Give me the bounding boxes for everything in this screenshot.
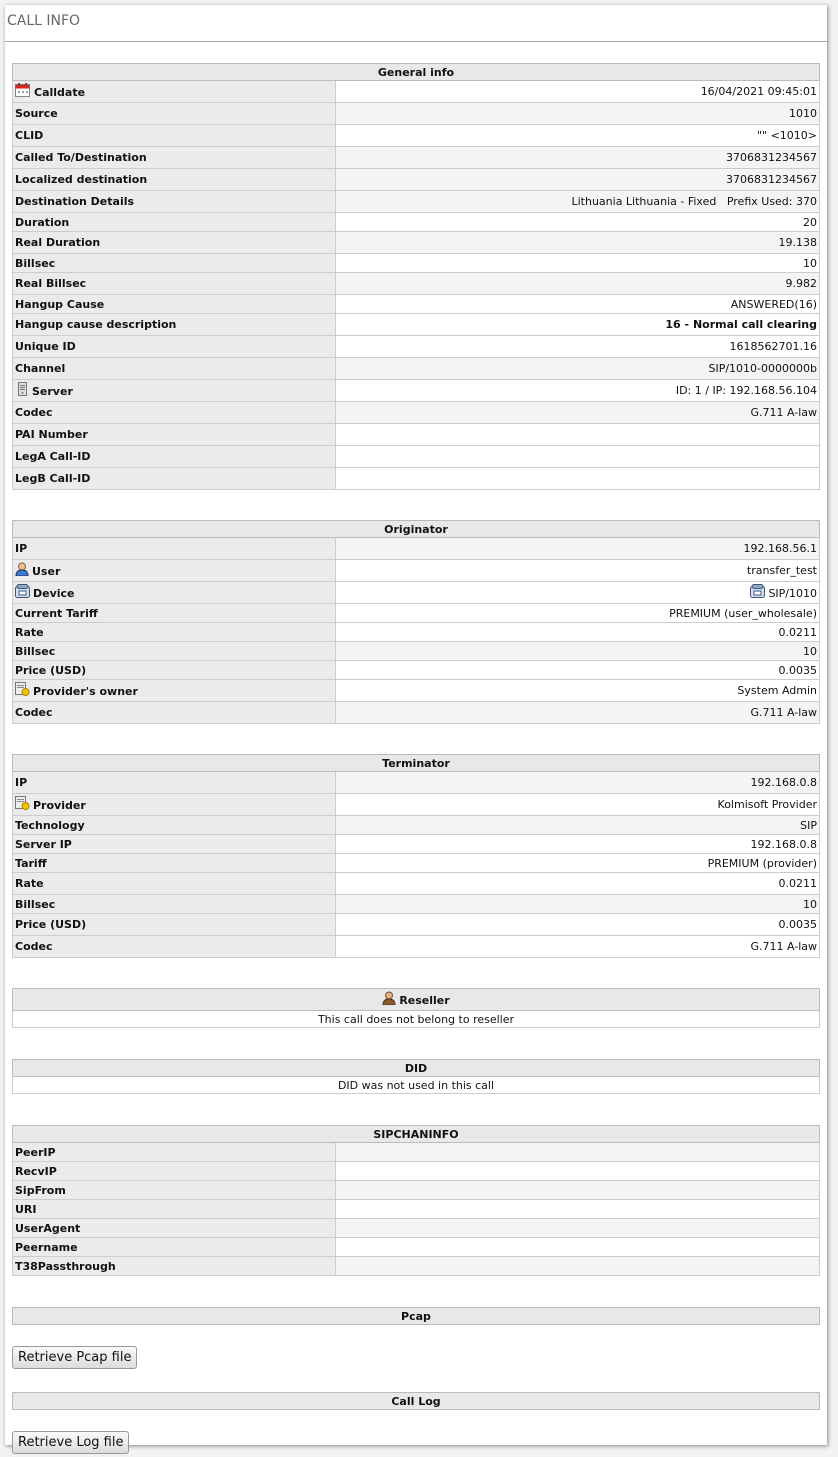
row-label: Real Billsec bbox=[13, 273, 336, 295]
row-label: Codec bbox=[13, 702, 336, 724]
row-label: Called To/Destination bbox=[13, 147, 336, 169]
sipfrom-value bbox=[336, 1181, 820, 1200]
billsec-value: 10 bbox=[336, 895, 820, 914]
row-label: Billsec bbox=[13, 254, 336, 273]
sipchaninfo-table bbox=[12, 1125, 820, 1276]
technology-value: SIP bbox=[336, 816, 820, 835]
row-label: Codec bbox=[13, 936, 336, 958]
originator-header: Originator bbox=[13, 521, 820, 538]
called-to-value: 3706831234567 bbox=[336, 147, 820, 169]
peername-value bbox=[336, 1238, 820, 1257]
useragent-value bbox=[336, 1219, 820, 1238]
codec-value: G.711 A-law bbox=[336, 402, 820, 424]
clid-value: "" <1010> bbox=[336, 125, 820, 147]
legb-callid-value bbox=[336, 468, 820, 490]
row-label: Real Duration bbox=[13, 232, 336, 254]
did-table bbox=[12, 1059, 820, 1094]
row-label: Provider's owner bbox=[13, 680, 336, 702]
peerip-value bbox=[336, 1143, 820, 1162]
terminator-ip-value: 192.168.0.8 bbox=[336, 772, 820, 794]
row-label: SipFrom bbox=[13, 1181, 336, 1200]
row-label: CLID bbox=[13, 125, 336, 147]
row-label: Server bbox=[13, 380, 336, 402]
row-label: RecvIP bbox=[13, 1162, 336, 1181]
call-log-header: Call Log bbox=[13, 1393, 820, 1410]
duration-value: 20 bbox=[336, 213, 820, 232]
general-info-table bbox=[12, 63, 820, 490]
row-label: T38Passthrough bbox=[13, 1257, 336, 1276]
row-label: Billsec bbox=[13, 642, 336, 661]
row-label: Hangup cause description bbox=[13, 314, 336, 336]
sipchaninfo-header: SIPCHANINFO bbox=[13, 1126, 820, 1143]
row-label: LegB Call-ID bbox=[13, 468, 336, 490]
price-value: 0.0035 bbox=[336, 661, 820, 680]
lega-callid-value bbox=[336, 446, 820, 468]
originator-ip-value: 192.168.56.1 bbox=[336, 538, 820, 560]
reseller-message: This call does not belong to reseller bbox=[13, 1011, 820, 1028]
row-label: Channel bbox=[13, 358, 336, 380]
row-label: PeerIP bbox=[13, 1143, 336, 1162]
provider-icon bbox=[15, 682, 30, 699]
hangup-cause-value: ANSWERED(16) bbox=[336, 295, 820, 314]
row-label: LegA Call-ID bbox=[13, 446, 336, 468]
row-label: User bbox=[13, 560, 336, 582]
row-label: Codec bbox=[13, 402, 336, 424]
calendar-icon bbox=[15, 83, 31, 100]
billsec-value: 10 bbox=[336, 642, 820, 661]
row-label: Technology bbox=[13, 816, 336, 835]
originator-table bbox=[12, 520, 820, 724]
row-label: UserAgent bbox=[13, 1219, 336, 1238]
reseller-header: Reseller bbox=[13, 989, 820, 1011]
rate-value: 0.0211 bbox=[336, 623, 820, 642]
row-label: IP bbox=[13, 538, 336, 560]
row-label: Unique ID bbox=[13, 336, 336, 358]
reseller-icon bbox=[382, 991, 396, 1008]
pai-number-value bbox=[336, 424, 820, 446]
destination-details-value: Lithuania Lithuania - Fixed Prefix Used: 370 bbox=[336, 191, 820, 213]
tariff-value: PREMIUM (provider) bbox=[336, 854, 820, 873]
codec-value: G.711 A-law bbox=[336, 936, 820, 958]
row-label: IP bbox=[13, 772, 336, 794]
row-label: Tariff bbox=[13, 854, 336, 873]
codec-value: G.711 A-law bbox=[336, 702, 820, 724]
localized-destination-value: 3706831234567 bbox=[336, 169, 820, 191]
general-info-header: General info bbox=[13, 64, 820, 81]
row-label: Calldate bbox=[13, 81, 336, 103]
terminator-table bbox=[12, 754, 820, 958]
row-label: Source bbox=[13, 103, 336, 125]
did-message: DID was not used in this call bbox=[13, 1077, 820, 1094]
recvip-value bbox=[336, 1162, 820, 1181]
row-label: Destination Details bbox=[13, 191, 336, 213]
provider-icon bbox=[15, 796, 30, 813]
calldate-value: 16/04/2021 09:45:01 bbox=[336, 81, 820, 103]
hangup-description-value: 16 - Normal call clearing bbox=[336, 314, 820, 336]
pcap-table bbox=[12, 1307, 820, 1325]
current-tariff-value: PREMIUM (user_wholesale) bbox=[336, 604, 820, 623]
call-log-table bbox=[12, 1392, 820, 1410]
user-value[interactable]: transfer_test bbox=[336, 560, 820, 582]
row-label: Rate bbox=[13, 623, 336, 642]
row-label: Billsec bbox=[13, 895, 336, 914]
row-label: Rate bbox=[13, 873, 336, 895]
call-info-page bbox=[5, 5, 827, 1450]
billsec-value: 10 bbox=[336, 254, 820, 273]
row-label: Provider bbox=[13, 794, 336, 816]
row-label: Current Tariff bbox=[13, 604, 336, 623]
row-label: Hangup Cause bbox=[13, 295, 336, 314]
row-label: Localized destination bbox=[13, 169, 336, 191]
row-label: Device bbox=[13, 582, 336, 604]
row-label: Server IP bbox=[13, 835, 336, 854]
phone-icon bbox=[750, 584, 765, 601]
row-label: Peername bbox=[13, 1238, 336, 1257]
row-label: Price (USD) bbox=[13, 914, 336, 936]
device-value[interactable]: SIP/1010 bbox=[336, 582, 820, 604]
real-duration-value: 19.138 bbox=[336, 232, 820, 254]
row-label: URI bbox=[13, 1200, 336, 1219]
provider-value[interactable]: Kolmisoft Provider bbox=[336, 794, 820, 816]
server-icon bbox=[15, 382, 29, 399]
row-label: Price (USD) bbox=[13, 661, 336, 680]
did-header: DID bbox=[13, 1060, 820, 1077]
server-ip-value: 192.168.0.8 bbox=[336, 835, 820, 854]
user-icon bbox=[15, 562, 29, 579]
retrieve-pcap-button[interactable]: Retrieve Pcap file bbox=[12, 1346, 137, 1369]
uri-value bbox=[336, 1200, 820, 1219]
reseller-table bbox=[12, 988, 820, 1028]
terminator-header: Terminator bbox=[13, 755, 820, 772]
pcap-header: Pcap bbox=[13, 1308, 820, 1325]
retrieve-log-button[interactable]: Retrieve Log file bbox=[12, 1431, 129, 1454]
rate-value: 0.0211 bbox=[336, 873, 820, 895]
source-value: 1010 bbox=[336, 103, 820, 125]
channel-value: SIP/1010-0000000b bbox=[336, 358, 820, 380]
real-billsec-value: 9.982 bbox=[336, 273, 820, 295]
unique-id-value: 1618562701.16 bbox=[336, 336, 820, 358]
page-title: CALL INFO bbox=[5, 5, 827, 42]
row-label: PAI Number bbox=[13, 424, 336, 446]
server-value: ID: 1 / IP: 192.168.56.104 bbox=[336, 380, 820, 402]
phone-icon bbox=[15, 584, 30, 601]
row-label: Duration bbox=[13, 213, 336, 232]
providers-owner-value: System Admin bbox=[336, 680, 820, 702]
t38passthrough-value bbox=[336, 1257, 820, 1276]
price-value: 0.0035 bbox=[336, 914, 820, 936]
